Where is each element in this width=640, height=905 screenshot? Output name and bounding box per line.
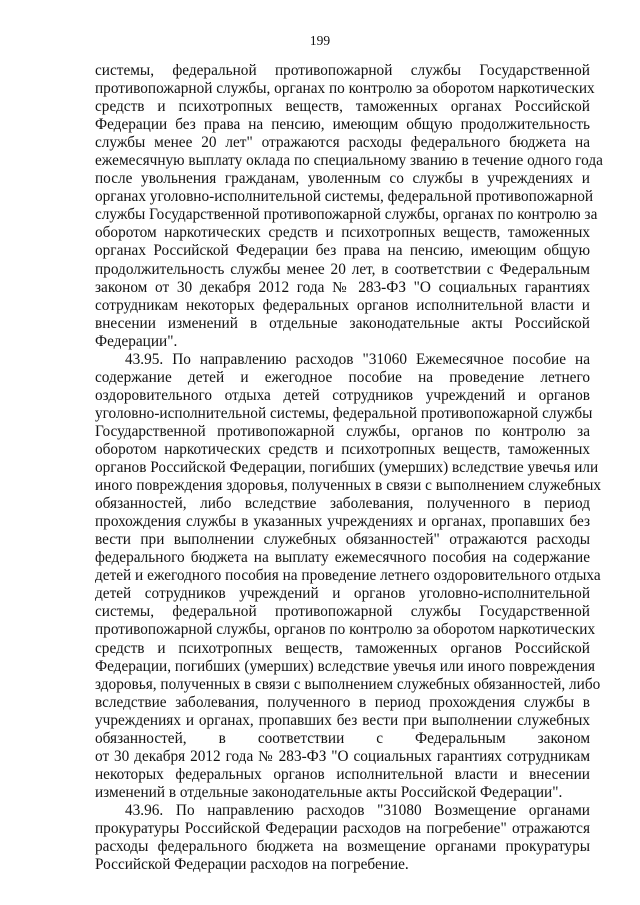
text-line: оборотом наркотических средств и психотропных веществ, таможенных — [95, 440, 590, 458]
text-line: службы Государственной противопожарной службы, органах по контролю за — [95, 206, 598, 224]
text-line: противопожарной службы, органах по контролю за оборотом наркотических — [95, 80, 595, 98]
text-line: 43.96. По направлению расходов "31080 Возмещение органами — [125, 801, 590, 819]
text-line: после увольнения гражданам, уволенным со службы в учреждениях и — [95, 170, 590, 188]
text-line: обязанностей, в соответствии с Федеральным законом — [95, 729, 590, 747]
text-line: органах Российской Федерации без права на пенсию, имеющим общую — [95, 242, 590, 260]
text-line: детей сотрудников учреждений и органов уголовно-исполнительной — [95, 585, 590, 603]
text-line: иного повреждения здоровья, полученных в связи с выполнением служебных — [95, 477, 602, 495]
text-line: ежемесячную выплату оклада по специальному званию в течение одного года — [95, 152, 603, 170]
text-line: противопожарной службы, органов по контролю за оборотом наркотических — [95, 621, 596, 639]
text-line: обязанностей, либо вследствие заболевания, полученного в период — [95, 495, 590, 513]
text-line: от 30 декабря 2012 года № 283-ФЗ "О социальных гарантиях сотрудникам — [95, 747, 590, 765]
text-line: системы, федеральной противопожарной службы Государственной — [95, 603, 590, 621]
text-line: средств и психотропных веществ, таможенных органах Российской — [95, 98, 590, 116]
page-number: 199 — [309, 33, 331, 48]
text-line: федерального бюджета на выплату ежемесячного пособия на содержание — [95, 549, 590, 567]
text-line: оздоровительного отдыха детей сотрудников учреждений и органов — [95, 386, 590, 404]
text-line: внесении изменений в отдельные законодательные акты Российской — [95, 314, 590, 332]
text-line: Российской Федерации расходов на погребение. — [95, 856, 409, 874]
text-line: оборотом наркотических средств и психотропных веществ, таможенных — [95, 224, 590, 242]
text-line: уголовно-исполнительной системы, федеральной противопожарной службы — [95, 404, 593, 422]
text-line: детей и ежегодного пособия на проведение летнего оздоровительного отдыха — [95, 567, 601, 585]
text-line: изменений в отдельные законодательные акты Российской Федерации". — [95, 783, 563, 801]
text-line: учреждениях и органах, пропавших без вести при выполнении служебных — [95, 711, 590, 729]
text-line: системы, федеральной противопожарной службы Государственной — [95, 62, 590, 79]
text-line: 43.95. По направлению расходов "31060 Ежемесячное пособие на — [125, 350, 590, 368]
text-line: продолжительность службы менее 20 лет, в соответствии с Федеральным — [95, 260, 590, 278]
text-line: вести при выполнении служебных обязанностей" отражаются расходы — [95, 531, 590, 549]
text-line: Государственной противопожарной службы, органов по контролю за — [95, 422, 590, 440]
document-body — [95, 62, 603, 874]
text-line: Федерации, погибших (умерших) вследствие увечья или иного повреждения — [95, 657, 596, 675]
text-line: прохождения службы в указанных учреждениях и органах, пропавших без — [95, 513, 590, 531]
text-line: расходы федерального бюджета на возмещение органами прокуратуры — [95, 838, 590, 856]
text-line: законом от 30 декабря 2012 года № 283-ФЗ "О социальных гарантиях — [95, 278, 590, 296]
text-line: органов Российской Федерации, погибших (умерших) вследствие увечья или — [95, 459, 599, 477]
text-line: Федерации". — [95, 332, 178, 350]
text-line: сотрудникам некоторых федеральных органов исполнительной власти и — [95, 296, 590, 314]
text-line: органах уголовно-исполнительной системы, федеральной противопожарной — [95, 188, 594, 206]
text-line: содержание детей и ежегодное пособие на проведение летнего — [95, 368, 590, 386]
text-line: некоторых федеральных органов исполнительной власти и внесении — [95, 765, 590, 783]
text-line: средств и психотропных веществ, таможенных органов Российской — [95, 639, 590, 657]
text-line: здоровья, полученных в связи с выполнением служебных обязанностей, либо — [95, 675, 601, 693]
text-line: вследствие заболевания, полученного в период прохождения службы в — [95, 693, 590, 711]
text-line: Федерации без права на пенсию, имеющим общую продолжительность — [95, 116, 590, 134]
text-line: службы менее 20 лет" отражаются расходы федерального бюджета на — [95, 134, 590, 152]
text-line: прокуратуры Российской Федерации расходов на погребение" отражаются — [95, 819, 590, 837]
